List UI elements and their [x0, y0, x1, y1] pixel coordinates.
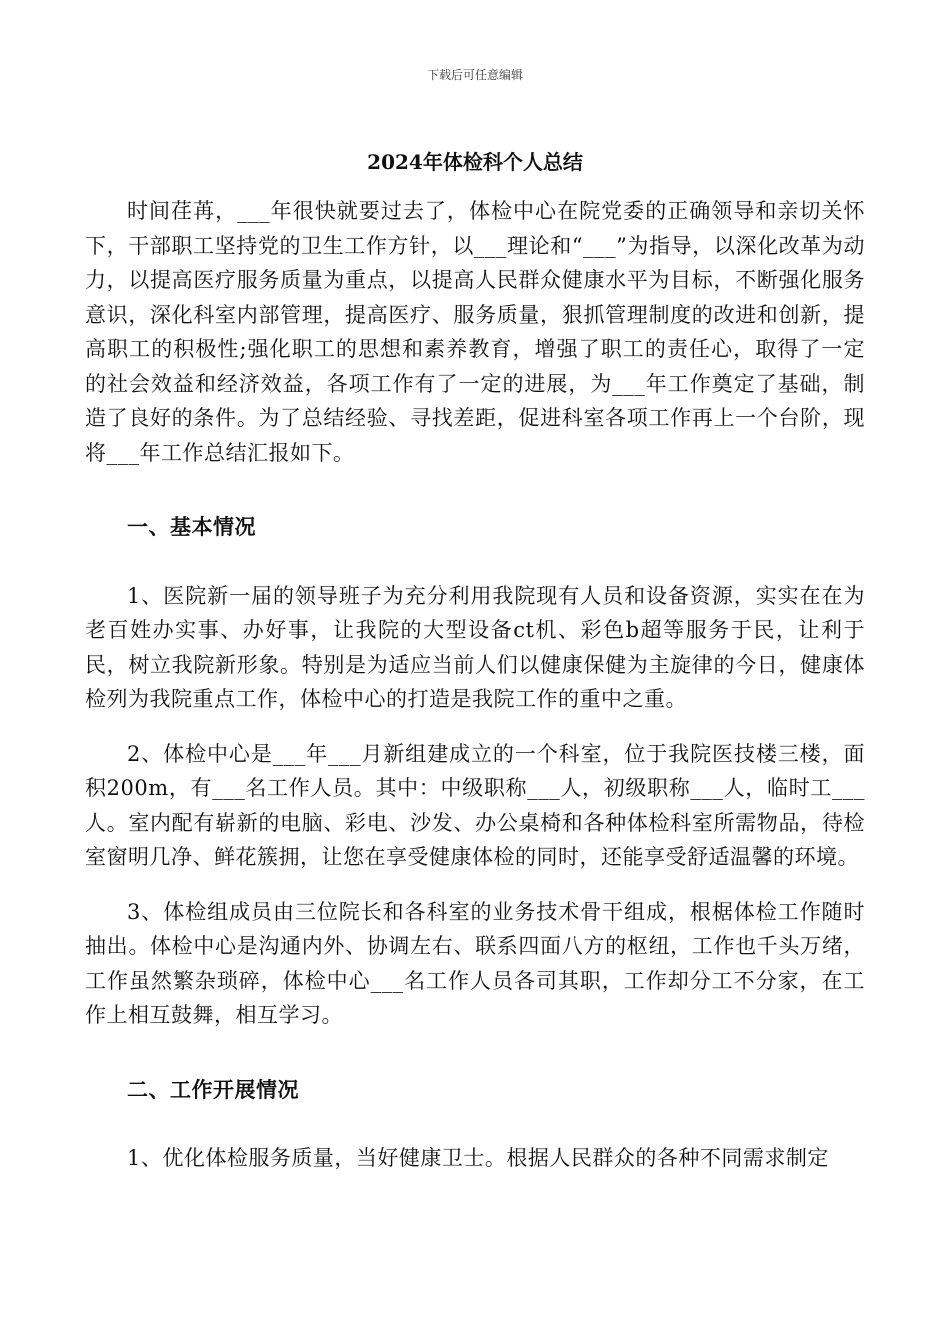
section-heading-basic: 一、基本情况	[127, 514, 256, 539]
basic-paragraph-2: 2、体检中心是___年___月新组建成立的一个科室，位于我院医技楼三楼，面积200m，有___名工作人员。其中：中级职称___人，初级职称___人，临时工___人。室内配有崭新的电脑、彩电、沙发、办公桌椅和各种体检科室所需物品，待检室窗明几净、鲜花簇拥，让您在享受健康体检的同时，还能享受舒适温馨的环境。	[85, 741, 865, 869]
header-note: 下载后可任意编辑	[426, 68, 523, 82]
section-heading-work: 二、工作开展情况	[127, 1076, 299, 1102]
intro-paragraph: 时间荏苒，___年很快就要过去了，体检中心在院党委的正确领导和亲切关怀下，干部职工坚持党的卫生工作方针，以___理论和“___”为指导，以深化改革为动力，以提高医疗服务质量为重点，以提高人民群众健康水平为目标，不断强化服务意识，深化科室内部管理，提高医疗、服务质量，狠抓管理制度的改进和创新，提高职工的积极性;强化职工的思想和素养教育，增强了职工的责任心，取得了一定的社会效益和经济效益，各项工作有了一定的进展，为___年工作奠定了基础，制造了良好的条件。为了总结经验、寻找差距，促进科室各项工作再上一个台阶，现将___年工作总结汇报如下。	[85, 199, 865, 465]
basic-paragraph-3: 3、体检组成员由三位院长和各科室的业务技术骨干组成，根椐体检工作随时抽出。体检中心是沟通内外、协调左右、联系四面八方的枢纽，工作也千头万绪，工作虽然繁杂琐碎，体检中心___名工作人员各司其职，工作却分工不分家，在工作上相互鼓舞，相互学习。	[85, 899, 865, 1027]
basic-paragraph-1: 1、医院新一届的领导班子为充分利用我院现有人员和设备资源，实实在在为老百姓办实事、办好事，让我院的大型设备ct机、彩色b超等服务于民，让利于民，树立我院新形象。特别是为适应当前人们以健康保健为主旋律的今日，健康体检列为我院重点工作，体检中心的打造是我院工作的重中之重。	[85, 583, 865, 711]
work-paragraph-1: 1、优化体检服务质量，当好健康卫士。根据人民群众的各种不同需求制定	[127, 1146, 829, 1170]
document-body	[85, 194, 865, 1176]
document-title: 2024年体检科个人总结	[367, 150, 583, 174]
